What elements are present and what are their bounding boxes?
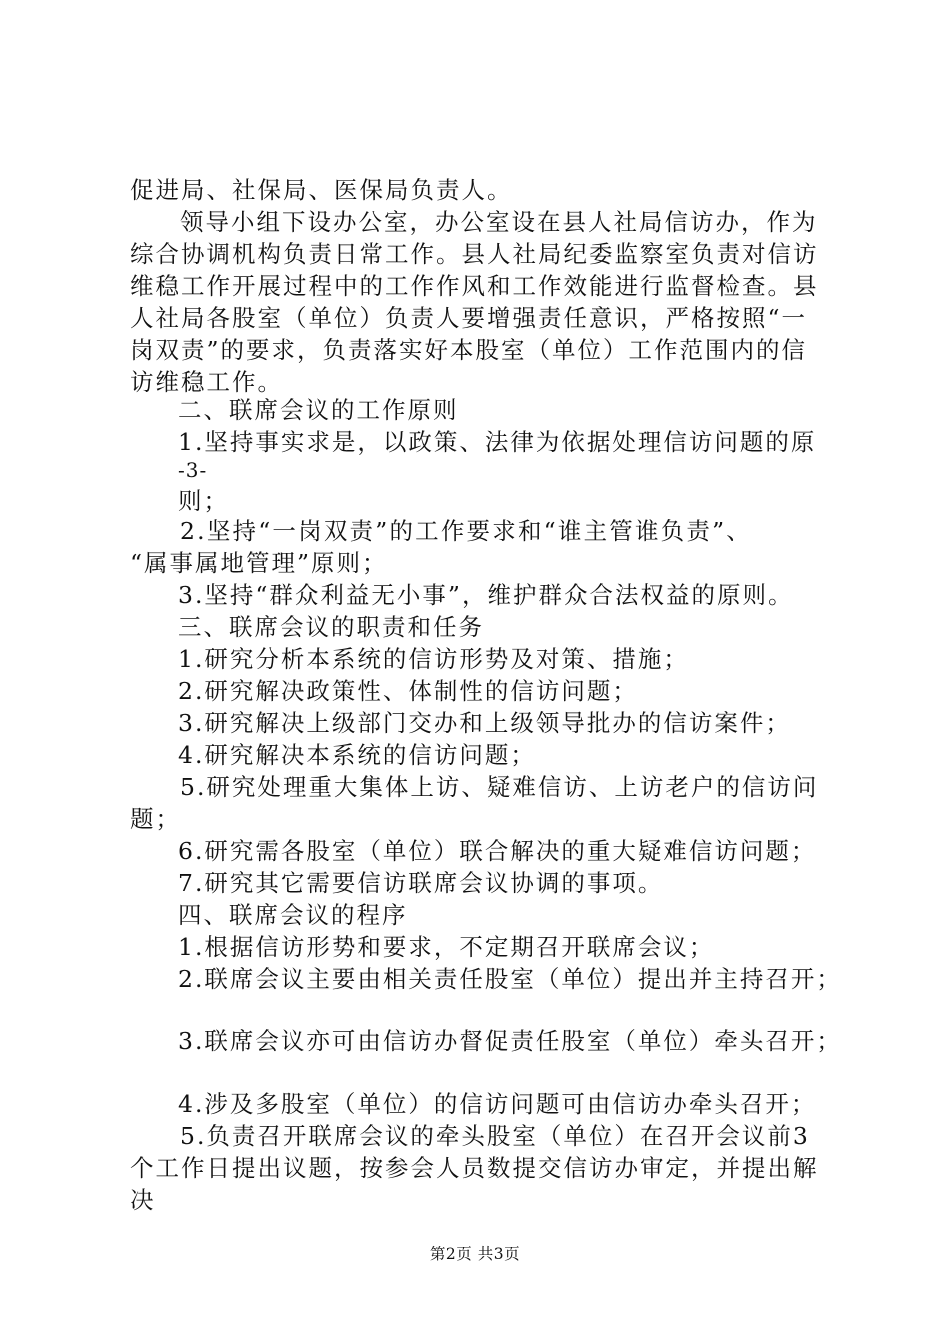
list-item: 2.联席会议主要由相关责任股室（单位）提出并主持召开； bbox=[178, 965, 842, 993]
list-item-continuation: 个工作日提出议题，按参会人员数提交信访办审定，并提出解 bbox=[130, 1154, 819, 1182]
list-item-continuation: 题； bbox=[130, 805, 181, 833]
section-heading: 二、联席会议的工作原则 bbox=[178, 396, 459, 424]
list-item: 3.研究解决上级部门交办和上级领导批办的信访案件； bbox=[178, 709, 791, 737]
text-line: 访维稳工作。 bbox=[130, 368, 283, 396]
list-item: 2.研究解决政策性、体制性的信访问题； bbox=[178, 677, 638, 705]
text-line: 维稳工作开展过程中的工作作风和工作效能进行监督检查。县 bbox=[130, 272, 819, 300]
text-line: 人社局各股室（单位）负责人要增强责任意识，严格按照“一 bbox=[130, 304, 808, 332]
text-line: 岗双责”的要求，负责落实好本股室（单位）工作范围内的信 bbox=[130, 336, 808, 364]
section-heading: 三、联席会议的职责和任务 bbox=[178, 613, 484, 641]
list-item-continuation: 则； bbox=[178, 487, 229, 515]
list-item: 6.研究需各股室（单位）联合解决的重大疑难信访问题； bbox=[178, 837, 817, 865]
text-line: 促进局、社保局、医保局负责人。 bbox=[130, 176, 513, 204]
list-item: 4.研究解决本系统的信访问题； bbox=[178, 741, 536, 769]
paragraph-first-line: 领导小组下设办公室，办公室设在县人社局信访办，作为 bbox=[180, 208, 818, 236]
page-footer: 第2页 共3页 bbox=[429, 1245, 521, 1263]
list-item: 2.坚持“一岗双责”的工作要求和“谁主管谁负责”、 bbox=[180, 517, 752, 545]
page-number-marker: -3- bbox=[178, 458, 208, 482]
list-item: 3.坚持“群众利益无小事”，维护群众合法权益的原则。 bbox=[178, 581, 794, 609]
list-item: 7.研究其它需要信访联席会议协调的事项。 bbox=[178, 869, 664, 897]
list-item: 4.涉及多股室（单位）的信访问题可由信访办牵头召开； bbox=[178, 1090, 817, 1118]
list-item: 1.研究分析本系统的信访形势及对策、措施； bbox=[178, 645, 689, 673]
list-item: 5.负责召开联席会议的牵头股室（单位）在召开会议前3 bbox=[180, 1122, 810, 1150]
list-item: 3.联席会议亦可由信访办督促责任股室（单位）牵头召开； bbox=[178, 1027, 842, 1055]
section-heading: 四、联席会议的程序 bbox=[178, 901, 408, 929]
list-item-continuation: 决 bbox=[130, 1186, 156, 1214]
text-line: 综合协调机构负责日常工作。县人社局纪委监察室负责对信访 bbox=[130, 240, 819, 268]
list-item: 5.研究处理重大集体上访、疑难信访、上访老户的信访问 bbox=[180, 773, 819, 801]
list-item-continuation: “属事属地管理”原则； bbox=[130, 549, 388, 577]
list-item: 1.坚持事实求是，以政策、法律为依据处理信访问题的原 bbox=[178, 428, 817, 456]
list-item: 1.根据信访形势和要求，不定期召开联席会议； bbox=[178, 933, 715, 961]
